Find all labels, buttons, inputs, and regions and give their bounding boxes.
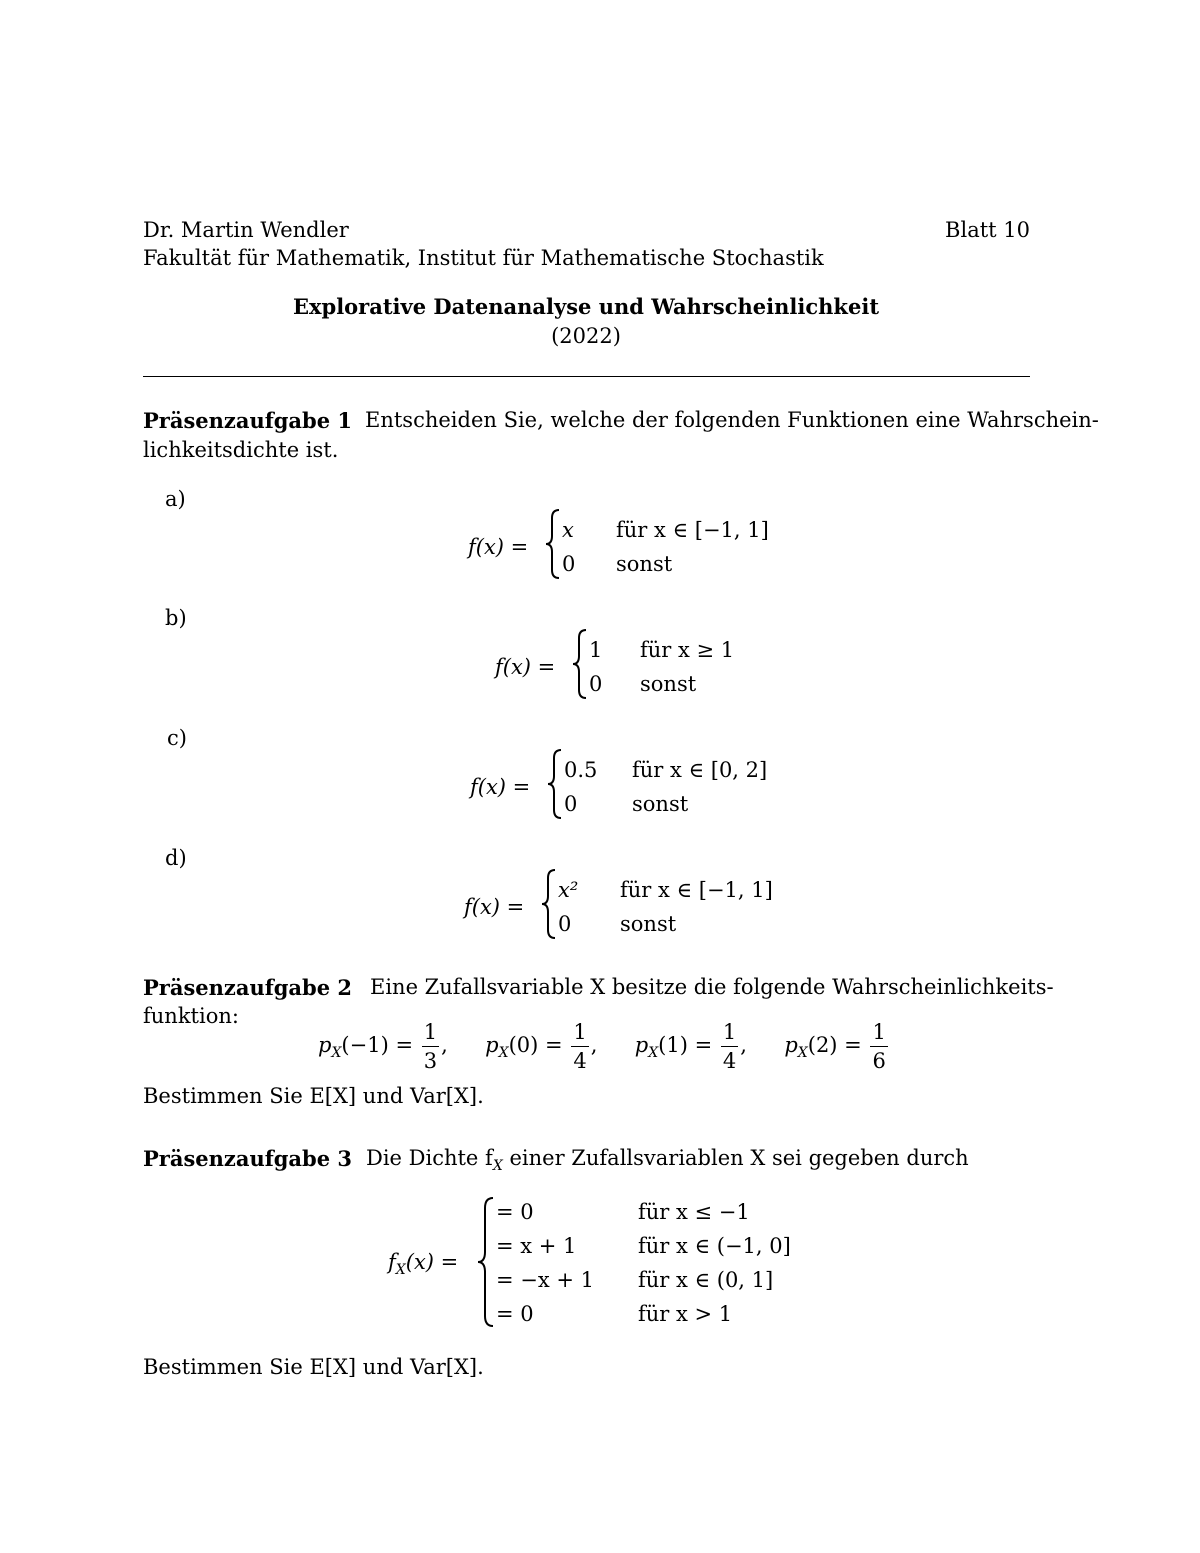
task3-brace [476, 1196, 496, 1328]
part-d-case1-value: x² [558, 878, 579, 902]
part-b-label: b) [165, 606, 187, 630]
pmf-fraction-2: $\frac{1}{4}$ [573, 1020, 587, 1073]
task3-label: Präsenzaufgabe 3 [143, 1146, 353, 1171]
pmf-term-4: $p_X(2)$ = $\frac{1}{6}$ [784, 1020, 886, 1073]
part-a-case1-value: x [562, 518, 574, 542]
part-c-case2-condition: sonst [632, 792, 689, 816]
part-b-case1-value: 1 [589, 638, 603, 662]
part-a-case2-value: 0 [562, 552, 576, 576]
header-rule [143, 376, 1030, 377]
part-d-label: d) [165, 846, 187, 870]
task3-question: Bestimmen Sie E[X] und Var[X]. [143, 1355, 484, 1379]
part-c-lhs: f(x) = [470, 775, 531, 799]
author-name: Dr. Martin Wendler [143, 218, 349, 242]
part-c-case1-condition: für x ∈ [0, 2] [632, 758, 768, 782]
task3-case1-value: = 0 [496, 1200, 534, 1224]
part-d-case2-value: 0 [558, 912, 572, 936]
part-b-lhs: f(x) = [495, 655, 556, 679]
task1-text-line2: lichkeitsdichte ist. [143, 438, 339, 462]
task1-label: Präsenzaufgabe 1 [143, 408, 353, 433]
pmf-term-2: $p_X(0)$ = $\frac{1}{4}$ , [485, 1020, 598, 1073]
task2-question: Bestimmen Sie E[X] und Var[X]. [143, 1084, 484, 1108]
pmf-term-3: $p_X(1)$ = $\frac{1}{4}$ , [634, 1020, 747, 1073]
task3-text: Die Dichte $f_X$ einer Zufallsvariablen X sei gegeben durch [366, 1146, 969, 1174]
document-year: (2022) [551, 324, 621, 348]
task3-case3-value: = −x + 1 [496, 1268, 595, 1292]
task3-case1-condition: für x ≤ −1 [638, 1200, 750, 1224]
task1-text-line1: Entscheiden Sie, welche der folgenden Funktionen eine Wahrschein- [365, 408, 1099, 432]
part-d-lhs: f(x) = [464, 895, 525, 919]
task3-case3-condition: für x ∈ (0, 1] [638, 1268, 774, 1292]
part-c-label: c) [167, 726, 187, 750]
pmf-fraction-1: $\frac{1}{3}$ [423, 1020, 438, 1073]
task3-case2-condition: für x ∈ (−1, 0] [638, 1234, 791, 1258]
task2-text-line1: Eine Zufallsvariable X besitze die folgende Wahrscheinlichkeits- [370, 975, 1054, 999]
pmf-equation [318, 1020, 890, 1073]
pmf-fraction-3: $\frac{1}{4}$ [722, 1020, 737, 1073]
part-a-brace [544, 508, 562, 580]
task3-case4-condition: für x > 1 [638, 1302, 733, 1326]
part-d-case1-condition: für x ∈ [−1, 1] [620, 878, 773, 902]
task2-label: Präsenzaufgabe 2 [143, 975, 353, 1000]
part-a-lhs: f(x) = [468, 535, 529, 559]
part-c-case1-value: 0.5 [564, 758, 598, 782]
part-c-brace [546, 748, 564, 820]
faculty-line: Fakultät für Mathematik, Institut für Mathematische Stochastik [143, 246, 824, 270]
part-a-case2-condition: sonst [616, 552, 673, 576]
part-b-case2-condition: sonst [640, 672, 697, 696]
pmf-term-1: $p_X(-1)$ = $\frac{1}{3}$ , [318, 1020, 448, 1073]
task3-case2-value: = x + 1 [496, 1234, 577, 1258]
part-d-case2-condition: sonst [620, 912, 677, 936]
pmf-fraction-4: $\frac{1}{6}$ [872, 1020, 886, 1073]
task3-case4-value: = 0 [496, 1302, 534, 1326]
part-a-case1-condition: für x ∈ [−1, 1] [616, 518, 769, 542]
task3-lhs: $f_X(x)$ = [388, 1250, 459, 1278]
part-b-case1-condition: für x ≥ 1 [640, 638, 735, 662]
document-title: Explorative Datenanalyse und Wahrscheinlichkeit [292, 294, 880, 319]
part-c-case2-value: 0 [564, 792, 578, 816]
task2-text-line2: funktion: [143, 1004, 239, 1028]
part-a-label: a) [165, 487, 186, 511]
part-d-brace [540, 868, 558, 940]
part-b-brace [571, 628, 589, 700]
sheet-number: Blatt 10 [945, 218, 1030, 242]
part-b-case2-value: 0 [589, 672, 603, 696]
